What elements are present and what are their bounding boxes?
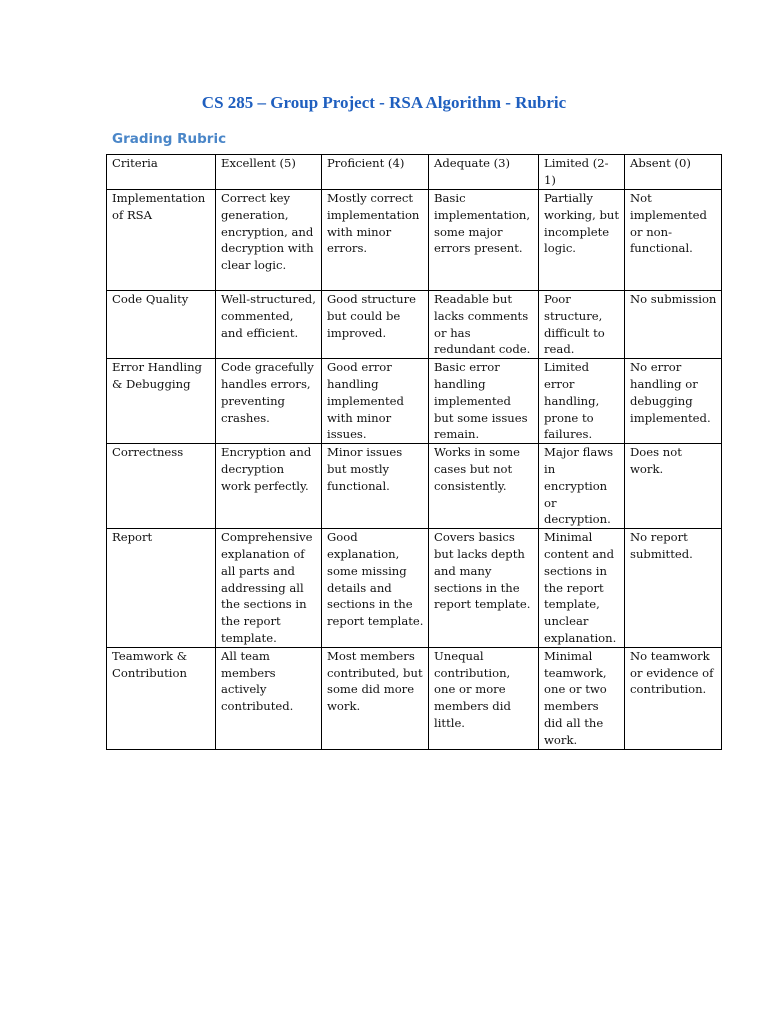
absent-cell: No report submitted. xyxy=(625,529,722,648)
adequate-cell: Unequal contribution, one or more members did little. xyxy=(429,647,539,749)
excellent-cell: All team members actively contributed. xyxy=(216,647,322,749)
header-proficient: Proficient (4) xyxy=(322,155,429,190)
excellent-cell: Well-structured, commented, and efficient. xyxy=(216,291,322,359)
criteria-cell: Error Handling & Debugging xyxy=(107,359,216,444)
criteria-cell: Implementation of RSA xyxy=(107,190,216,291)
absent-cell: Not implemented or non-functional. xyxy=(625,190,722,291)
adequate-cell: Basic implementation, some major errors present. xyxy=(429,190,539,291)
section-heading: Grading Rubric xyxy=(112,131,227,147)
table-header-row xyxy=(107,155,722,190)
excellent-cell: Correct key generation, encryption, and decryption with clear logic. xyxy=(216,190,322,291)
absent-cell: No error handling or debugging implemented. xyxy=(625,359,722,444)
document-title: CS 285 – Group Project - RSA Algorithm - Rubric xyxy=(201,93,567,112)
criteria-cell: Teamwork & Contribution xyxy=(107,647,216,749)
rubric-table xyxy=(106,154,722,750)
excellent-cell: Comprehensive explanation of all parts and addressing all the sections in the report template. xyxy=(216,529,322,648)
criteria-cell: Correctness xyxy=(107,444,216,529)
table-row xyxy=(107,190,722,291)
absent-cell: Does not work. xyxy=(625,444,722,529)
criteria-cell: Report xyxy=(107,529,216,648)
header-excellent: Excellent (5) xyxy=(216,155,322,190)
excellent-cell: Encryption and decryption work perfectly. xyxy=(216,444,322,529)
adequate-cell: Covers basics but lacks depth and many sections in the report template. xyxy=(429,529,539,648)
limited-cell: Minimal content and sections in the report template, unclear explanation. xyxy=(539,529,625,648)
header-adequate: Adequate (3) xyxy=(429,155,539,190)
proficient-cell: Most members contributed, but some did more work. xyxy=(322,647,429,749)
header-absent: Absent (0) xyxy=(625,155,722,190)
proficient-cell: Mostly correct implementation with minor errors. xyxy=(322,190,429,291)
header-limited: Limited (2-1) xyxy=(539,155,625,190)
limited-cell: Minimal teamwork, one or two members did all the work. xyxy=(539,647,625,749)
absent-cell: No submission xyxy=(625,291,722,359)
table-row xyxy=(107,529,722,648)
header-criteria: Criteria xyxy=(107,155,216,190)
adequate-cell: Readable but lacks comments or has redundant code. xyxy=(429,291,539,359)
adequate-cell: Works in some cases but not consistently. xyxy=(429,444,539,529)
table-row xyxy=(107,444,722,529)
proficient-cell: Good explanation, some missing details and sections in the report template. xyxy=(322,529,429,648)
criteria-cell: Code Quality xyxy=(107,291,216,359)
table-row xyxy=(107,647,722,749)
proficient-cell: Minor issues but mostly functional. xyxy=(322,444,429,529)
limited-cell: Partially working, but incomplete logic. xyxy=(539,190,625,291)
adequate-cell: Basic error handling implemented but some issues remain. xyxy=(429,359,539,444)
limited-cell: Major flaws in encryption or decryption. xyxy=(539,444,625,529)
table-row xyxy=(107,291,722,359)
proficient-cell: Good error handling implemented with minor issues. xyxy=(322,359,429,444)
proficient-cell: Good structure but could be improved. xyxy=(322,291,429,359)
limited-cell: Limited error handling, prone to failures. xyxy=(539,359,625,444)
excellent-cell: Code gracefully handles errors, preventing crashes. xyxy=(216,359,322,444)
limited-cell: Poor structure, difficult to read. xyxy=(539,291,625,359)
absent-cell: No teamwork or evidence of contribution. xyxy=(625,647,722,749)
table-row xyxy=(107,359,722,444)
